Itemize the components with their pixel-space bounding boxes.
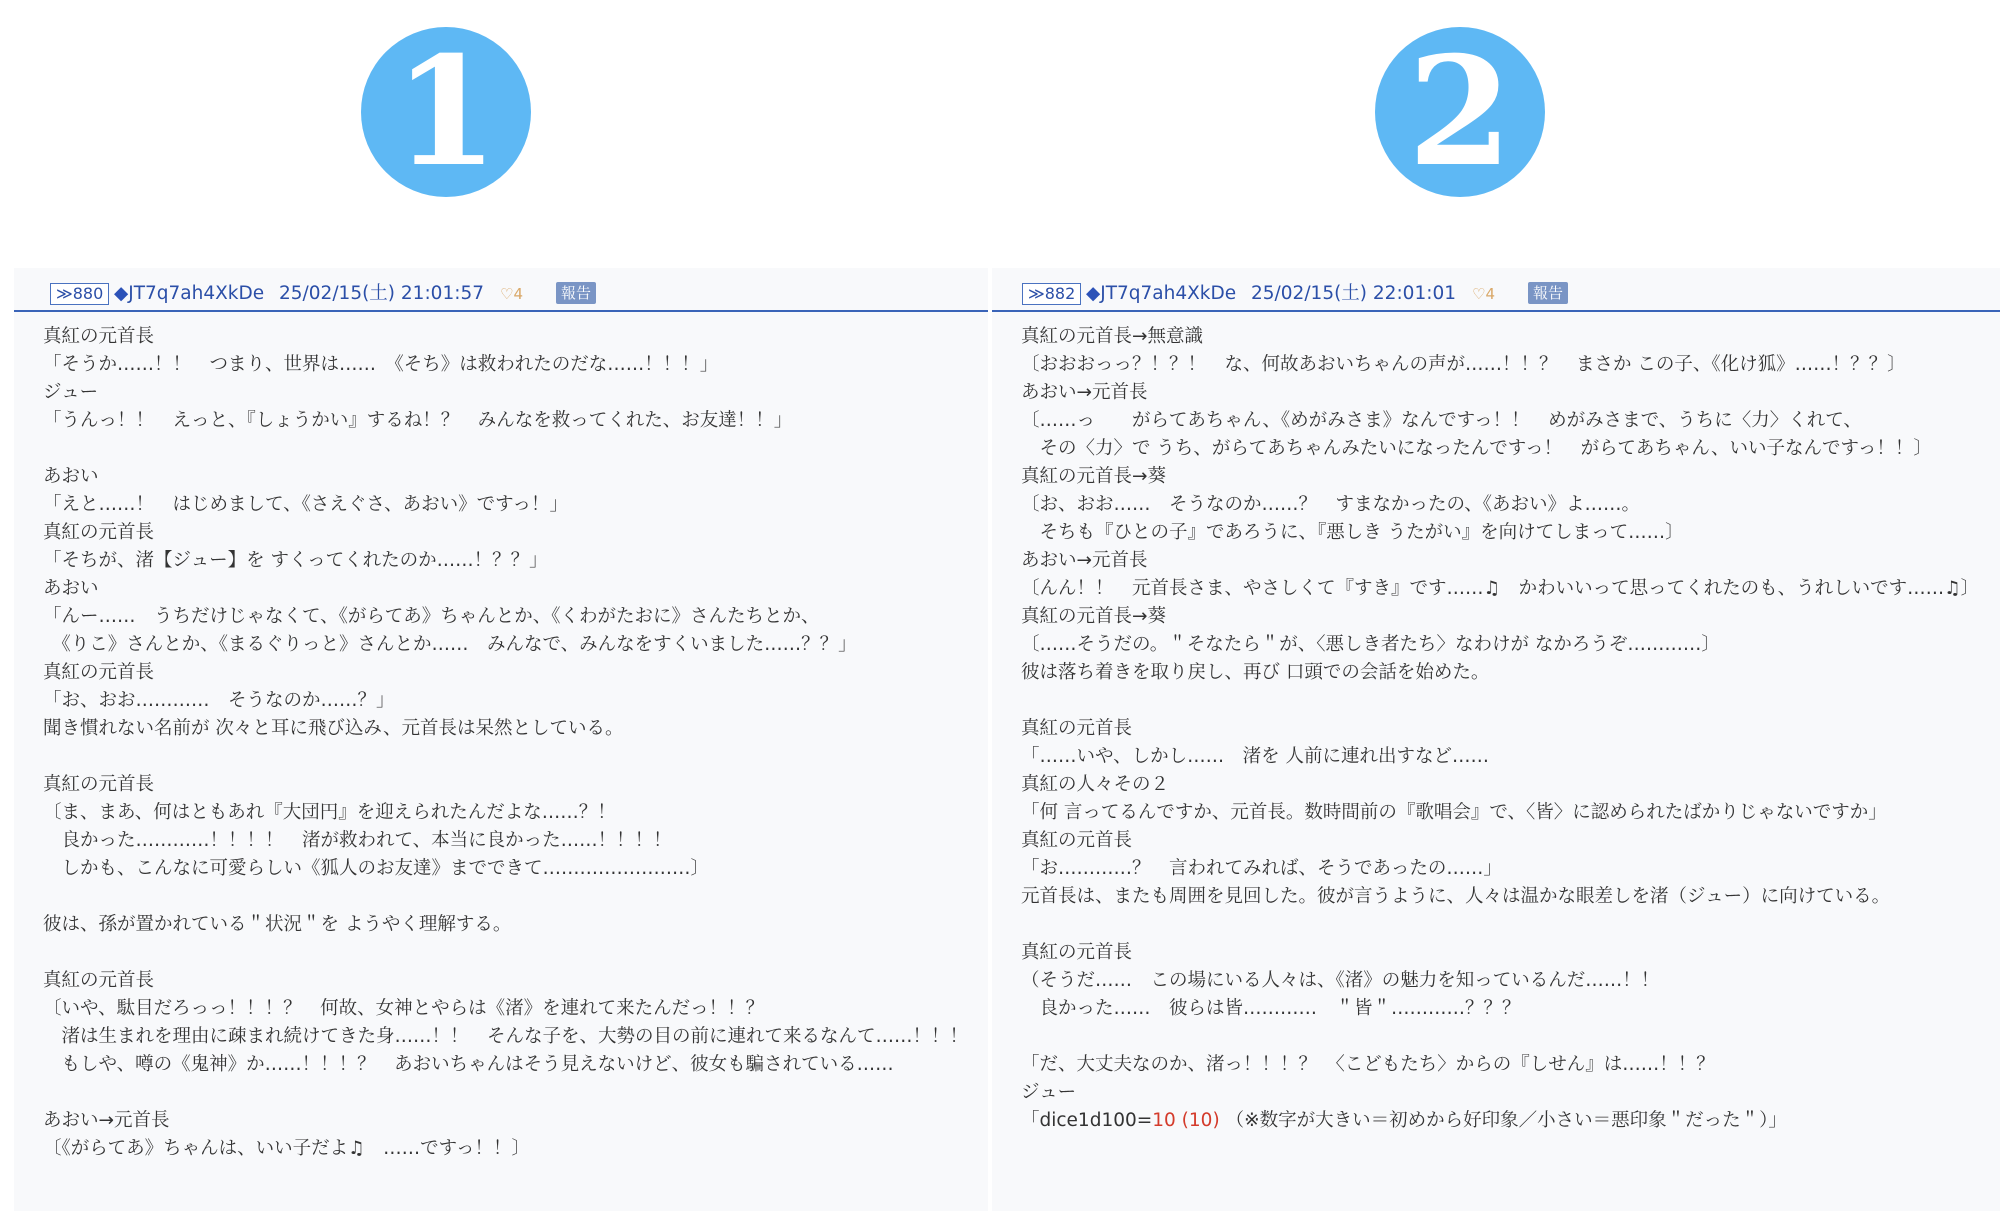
post-text-line: 真紅の元首長 (43, 326, 155, 347)
post-text-line: そちも『ひとの子』であろうに、『悪しき うたがい』を向けてしまって……〕 (1021, 522, 1684, 543)
post-text-line: 「そちが、渚【ジュー】を すくってくれたのか……！？？」 (43, 550, 548, 571)
post-text-line: 「お…………？ 言われてみれば、そうであったの……」 (1021, 858, 1502, 879)
author-id[interactable] (1086, 282, 1236, 306)
like-button[interactable] (1472, 282, 1495, 306)
dice-result: 10 (10) (1152, 1110, 1220, 1131)
post-text-line: 真紅の元首長 (43, 662, 155, 683)
post-text-line (43, 939, 978, 967)
post-text-line: あおい (43, 466, 99, 487)
dice-suffix: （※数字が大きい＝初めから好印象／小さい＝悪印象＂だった＂）」 (1225, 1110, 1787, 1131)
post-text-line: 〔……っ がらてあちゃん、《めがみさま》なんですっ！！ めがみさまで、うちに〈力〉くれて、 (1021, 410, 1862, 431)
post-text-line (43, 743, 978, 771)
post-text-line: 彼は落ち着きを取り戻し、再び 口頭での会話を始めた。 (1021, 662, 1490, 683)
report-button[interactable]: 報告 (556, 282, 596, 304)
post-text-line: 〔おおおっっ？！？！ な、何故あおいちゃんの声が……！！？ まさか この子、《化け狐》……！？？〕 (1021, 354, 1906, 375)
post-text-line: 真紅の元首長 (1021, 718, 1133, 739)
post-text-line: 〔お、おお…… そうなのか……？ すまなかったの、《あおい》よ……。 (1021, 494, 1641, 515)
post-text-line: 真紅の元首長 (43, 774, 155, 795)
post-text-line: 真紅の元首長 (1021, 942, 1133, 963)
post-text-line: しかも、こんなに可愛らしい《狐人のお友達》までできて……………………〕 (43, 858, 710, 879)
post-text-line: ジュー (43, 382, 99, 403)
author-id-text: JT7q7ah4XkDe (128, 283, 265, 304)
post-880 (14, 268, 988, 1211)
dice-roll-line (1021, 1107, 1990, 1135)
post-text-line: 〔《がらてあ》ちゃんは、いい子だよ♫ ……ですっ！！〕 (43, 1138, 531, 1159)
post-datetime: 25/02/15(土) 21:01:57 (279, 283, 484, 304)
post-text-line: 〔いや、駄目だろっっ！！！？ 何故、女神とやらは《渚》を連れて来たんだっ！！？ (43, 998, 765, 1019)
post-text-line: 〔ま、まあ、何はともあれ『大団円』を迎えられたんだよな……？！ (43, 802, 616, 823)
post-text-line: 真紅の元首長→葵 (1021, 466, 1167, 487)
post-text-line: 真紅の元首長→葵 (1021, 606, 1167, 627)
post-body (43, 323, 978, 1163)
like-count: 4 (1485, 285, 1495, 303)
dice-prefix: 「dice1d100= (1021, 1110, 1153, 1131)
post-text-line: 聞き慣れない名前が 次々と耳に飛び込み、元首長は呆然としている。 (43, 718, 624, 739)
badge-1-label: 1 (361, 27, 531, 197)
post-text-line: 《りこ》さんとか、《まるぐりっと》さんとか…… みんなで、みんなをすくいました……？？」 (43, 634, 857, 655)
diamond-icon: ◆ (1086, 283, 1101, 304)
post-text-line: 良かった…… 彼らは皆………… ＂皆＂…………？？？ (1021, 998, 1521, 1019)
post-text-line: あおい→元首長 (1021, 550, 1148, 571)
post-text-line: 「何 言ってるんですか、元首長。数時間前の『歌唱会』で、〈皆〉に認められたばかりじゃないですか」 (1021, 802, 1887, 823)
post-text-line (43, 435, 978, 463)
post-text-line: （そうだ…… この場にいる人々は、《渚》の魅力を知っているんだ……！！ (1021, 970, 1660, 991)
dice-speaker: ジュー (1021, 1082, 1077, 1103)
reply-anchor-link[interactable]: ≫880 (50, 283, 109, 305)
post-text-line: 「そうか……！！ つまり、世界は…… 《そち》は救われたのだな……！！！」 (43, 354, 719, 375)
post-text-line: 渚は生まれを理由に疎まれ続けてきた身……！！ そんな子を、大勢の目の前に連れて来るなんて……！！！ (43, 1026, 969, 1047)
post-text-line: 彼は、孫が置かれている＂状況＂を ようやく理解する。 (43, 914, 512, 935)
post-text-line (1021, 1023, 1990, 1051)
post-header (992, 280, 2000, 312)
badge-2-label: 2 (1375, 27, 1545, 197)
post-text-line (1021, 687, 1990, 715)
post-text-line: あおい→元首長 (43, 1110, 170, 1131)
post-text-line: 真紅の元首長 (43, 522, 155, 543)
post-text-line: 良かった…………！！！！ 渚が救われて、本当に良かった……！！！！ (43, 830, 672, 851)
post-text-line (1021, 911, 1990, 939)
post-datetime: 25/02/15(土) 22:01:01 (1251, 283, 1456, 304)
like-count: 4 (513, 285, 523, 303)
post-text-line: 真紅の元首長 (43, 970, 155, 991)
post-text-line: 「お、おお………… そうなのか……？」 (43, 690, 395, 711)
post-text-line: 真紅の元首長→無意識 (1021, 326, 1204, 347)
post-text-line: 「うんっ！！ えっと、『しょうかい』するね！？ みんなを救ってくれた、お友達！！」 (43, 410, 793, 431)
like-button[interactable] (500, 282, 523, 306)
post-text-line (43, 1079, 978, 1107)
post-882 (992, 268, 2000, 1211)
post-text-line: 真紅の人々その２ (1021, 774, 1170, 795)
post-text-line: 〔んん！！ 元首長さま、やさしくて『すき』です……♫ かわいいって思ってくれたのも、うれしいです……♫〕 (1021, 578, 1980, 599)
post-text-line: その〈力〉で うち、がらてあちゃんみたいになったんですっ！ がらてあちゃん、いい子なんですっ！！〕 (1021, 438, 1932, 459)
post-text-line: あおい→元首長 (1021, 382, 1148, 403)
post-text-line: 「……いや、しかし…… 渚を 人前に連れ出すなど…… (1021, 746, 1490, 767)
post-text-line: 「だ、大丈夫なのか、渚っ！！！？ 〈こどもたち〉からの『しせん』は……！！？ (1021, 1054, 1715, 1075)
post-body (1021, 323, 1990, 1135)
heart-icon: ♡ (1472, 285, 1486, 303)
post-text-line: 元首長は、またも周囲を見回した。彼が言うように、人々は温かな眼差しを渚（ジュー）に向けている。 (1021, 886, 1891, 907)
post-text-line: あおい (43, 578, 99, 599)
post-text-line: 〔……そうだの。＂そなたら＂が、〈悪しき者たち〉なわけが なかろうぞ…………〕 (1021, 634, 1720, 655)
diamond-icon: ◆ (114, 283, 129, 304)
number-badge-2 (1375, 24, 1545, 200)
post-text-line: 真紅の元首長 (1021, 830, 1133, 851)
author-id[interactable] (114, 282, 264, 306)
author-id-text: JT7q7ah4XkDe (1100, 283, 1237, 304)
post-text-line: 「んー…… うちだけじゃなくて、《がらてあ》ちゃんとか、《くわがたおに》さんたちとか、 (43, 606, 820, 627)
post-text-line (43, 883, 978, 911)
heart-icon: ♡ (500, 285, 514, 303)
number-badge-1 (361, 24, 531, 200)
reply-anchor-link[interactable]: ≫882 (1022, 283, 1081, 305)
post-text-line: もしや、噂の《鬼神》か……！！！？ あおいちゃんはそう見えないけど、彼女も騙されている…… (43, 1054, 894, 1075)
report-button[interactable]: 報告 (1528, 282, 1568, 304)
post-header (14, 280, 988, 312)
post-text-line: 「えと……！ はじめまして、《さえぐさ、あおい》ですっ！」 (43, 494, 569, 515)
